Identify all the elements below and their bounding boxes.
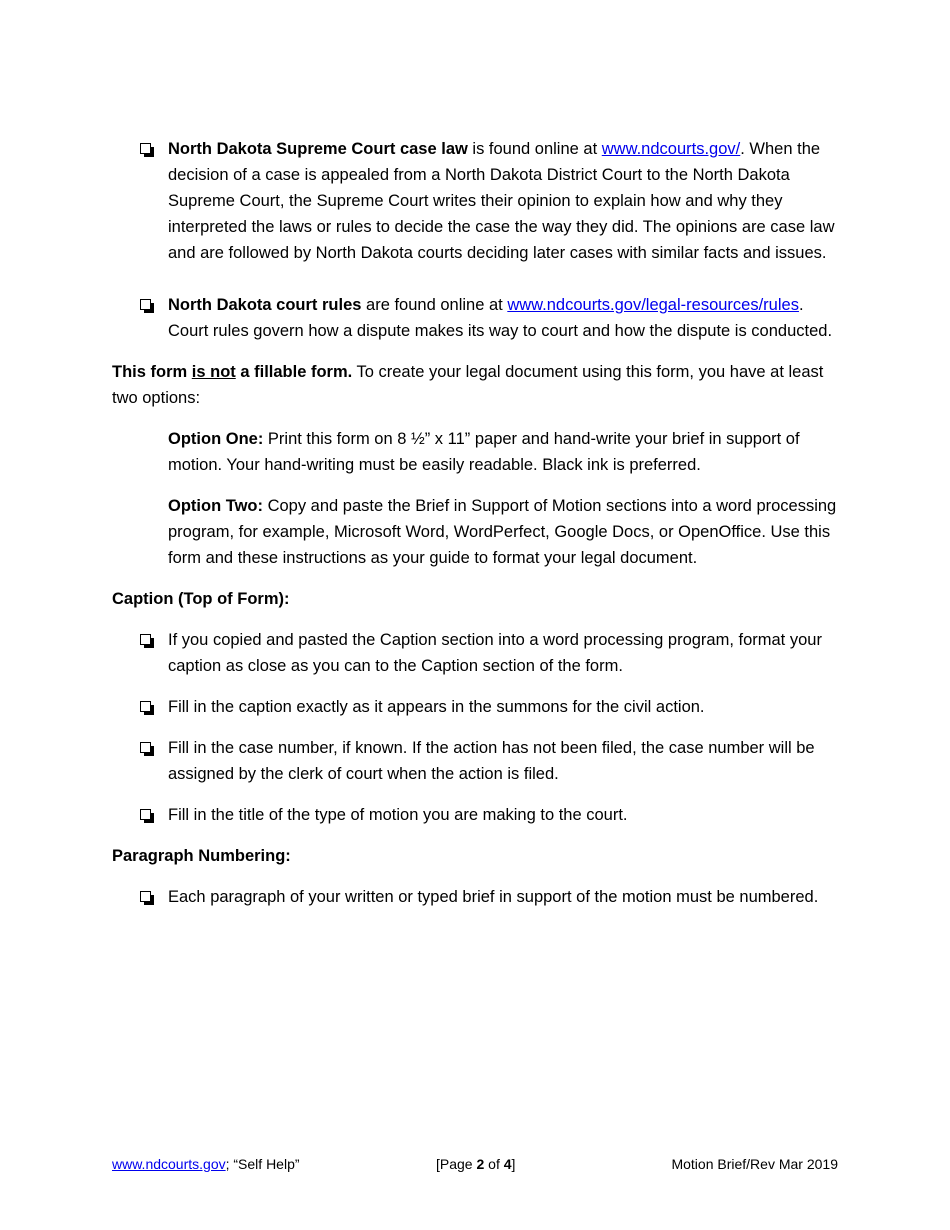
option-two-block	[112, 493, 838, 571]
numbering-item-text: Each paragraph of your written or typed brief in support of the motion must be numbered.	[168, 888, 819, 906]
numbering-heading-text: Paragraph Numbering:	[112, 847, 291, 865]
caption-item-text: If you copied and pasted the Caption section into a word processing program, format your caption as close as you can to the Caption section of the form.	[168, 631, 822, 675]
court-rules-text-2: . Court rules govern how a dispute makes its way to court and how the dispute is conducted.	[168, 296, 833, 340]
fillable-underlined: is not	[191, 363, 236, 381]
court-rules-link[interactable]: www.ndcourts.gov/legal-resources/rules	[507, 296, 799, 314]
caption-item	[112, 802, 838, 828]
footer-left	[112, 1151, 300, 1177]
checkbox-bullet-icon	[140, 634, 151, 645]
caption-item-text: Fill in the title of the type of motion you are making to the court.	[168, 806, 628, 824]
option-one-paragraph	[168, 426, 838, 478]
checklist-item-court-rules	[112, 292, 838, 344]
option-one-block	[112, 426, 838, 478]
caption-heading-text: Caption (Top of Form):	[112, 590, 290, 608]
checkbox-bullet-icon	[140, 701, 151, 712]
option-two-label: Option Two:	[168, 497, 263, 515]
checkbox-bullet-icon	[140, 891, 151, 902]
case-law-text-2: . When the decision of a case is appealed from a North Dakota District Court to the North Dakota Supreme Court, the Supreme Court writes their opinion to explain how and why they interpreted the laws or rules to decide the case the way they did. The opinions are case law and are followed by North Dakota courts deciding later cases with similar facts and issues.	[168, 140, 835, 262]
case-law-paragraph	[168, 136, 838, 266]
footer-ndcourts-link[interactable]: www.ndcourts.gov	[112, 1156, 226, 1172]
court-rules-text-1: are found online at	[361, 296, 508, 314]
case-law-text-1: is found online at	[467, 140, 602, 158]
footer-self-help: ; “Self Help”	[225, 1156, 300, 1172]
page-prefix: [Page	[436, 1156, 477, 1172]
fillable-notice	[112, 359, 838, 411]
fillable-bold-1: This form	[112, 363, 192, 381]
checklist-item-case-law	[112, 136, 838, 266]
caption-item	[112, 694, 838, 720]
caption-item-text: Fill in the caption exactly as it appears in the summons for the civil action.	[168, 698, 705, 716]
option-one-text: Print this form on 8 ½” x 11” paper and hand-write your brief in support of motion. Your hand-writing must be easily readable. Black ink is preferred.	[168, 430, 800, 474]
case-law-title: North Dakota Supreme Court case law	[168, 140, 468, 158]
page-of: of	[484, 1156, 504, 1172]
caption-item	[112, 627, 838, 679]
option-one-label: Option One:	[168, 430, 264, 448]
caption-item-text: Fill in the case number, if known. If the action has not been filed, the case number will be assigned by the clerk of court when the action is filed.	[168, 739, 815, 783]
fillable-bold-2: a fillable form.	[235, 363, 353, 381]
option-two-paragraph	[168, 493, 838, 571]
caption-heading	[112, 586, 838, 612]
page-total: 4	[503, 1156, 512, 1172]
page-suffix: ]	[511, 1156, 516, 1172]
page-content	[112, 136, 838, 910]
caption-item	[112, 735, 838, 787]
court-rules-paragraph	[168, 292, 838, 344]
fillable-text: To create your legal document using this form, you have at least two options:	[112, 363, 824, 407]
checkbox-bullet-icon	[140, 809, 151, 820]
court-rules-title: North Dakota court rules	[168, 296, 362, 314]
checkbox-bullet-icon	[140, 143, 151, 154]
ndcourts-link[interactable]: www.ndcourts.gov/	[601, 140, 741, 158]
checkbox-bullet-icon	[140, 299, 151, 310]
page-footer	[112, 1151, 838, 1177]
option-two-text: Copy and paste the Brief in Support of Motion sections into a word processing program, for example, Microsoft Word, WordPerfect, Google Docs, or OpenOffice. Use this form and these instructions as your guide to format your legal document.	[168, 497, 837, 567]
checkbox-bullet-icon	[140, 742, 151, 753]
numbering-heading	[112, 843, 838, 869]
footer-revision: Motion Brief/Rev Mar 2019	[671, 1156, 838, 1172]
numbering-item	[112, 884, 838, 910]
page-current: 2	[476, 1156, 485, 1172]
footer-page-number	[436, 1151, 515, 1177]
